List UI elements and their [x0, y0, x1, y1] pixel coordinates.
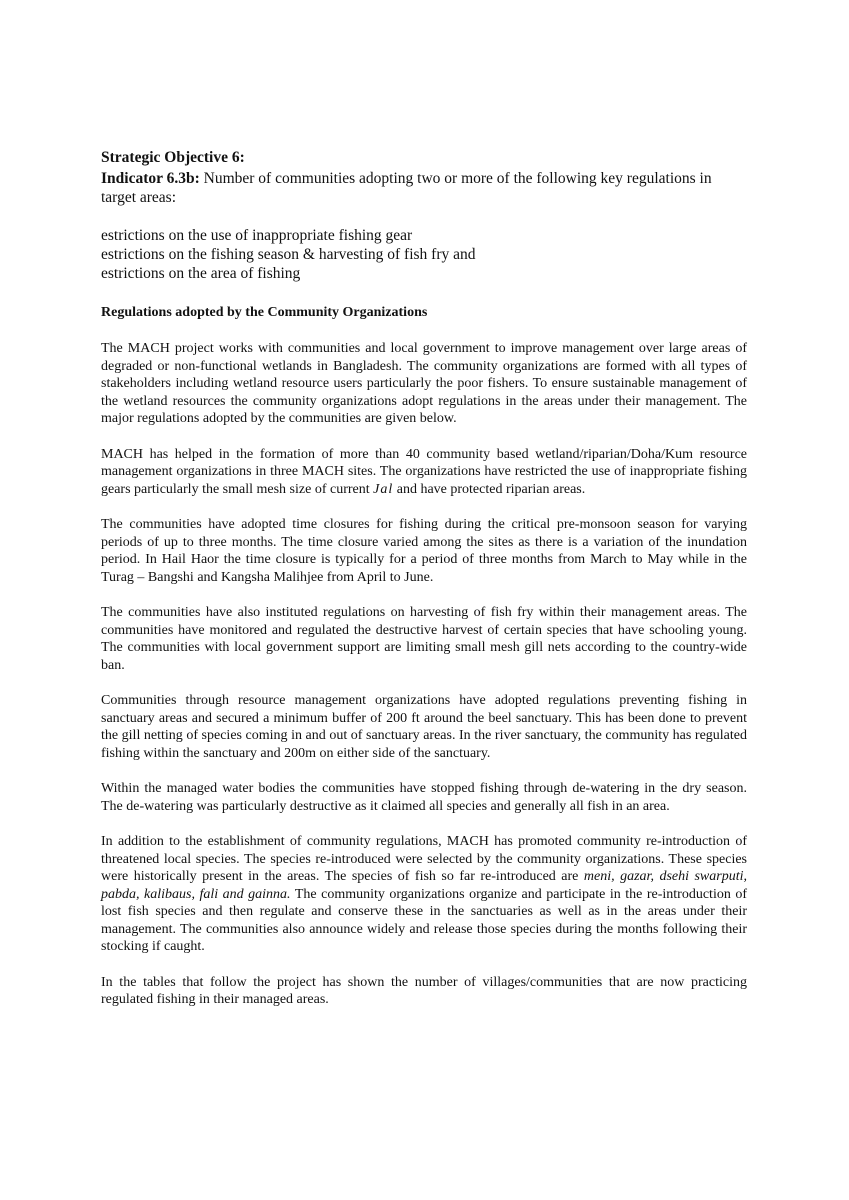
regulation-item: estrictions on the use of inappropriate fishing gear [101, 227, 413, 244]
indicator-label: Indicator 6.3b: [101, 170, 200, 187]
species-list: meni, gazar, dsehi swarputi, pabda, kalibaus, fali and gainna. [101, 869, 748, 902]
paragraph-reintroduction: In addition to the establishment of community regulations, MACH has promoted community re-introduction of threatened local species. The species re-introduced were selected by the community organizations. These species were historically present in the areas. The species of fish so far re-introduced are meni, gazar, dsehi swarputi, pabda, kalibaus, fali and gainna. The community organizations organize and participate in the re-introduction of lost fish species and then regulate and conserve these in the sanctuaries as well as in the areas under their management. The communities also announce widely and release those species during the months following their stocking if caught. [101, 834, 748, 954]
paragraph-organizations: MACH has helped in the formation of more than 40 community based wetland/riparian/Doha/Kum resource management organizations in three MACH sites. The organizations have restricted the use of inappropriate fishing gears particularly the small mesh size of current Jal and have protected riparian areas. [101, 446, 747, 497]
indicator-text: Number of communities adopting two or more of the following key regulations in target areas: [101, 170, 712, 206]
regulation-item: estrictions on the fishing season & harvesting of fish fry and [101, 246, 476, 263]
paragraph-sanctuary: Communities through resource management organizations have adopted regulations preventing fishing in sanctuary areas and secured a minimum buffer of 200 ft around the beel sanctuary. This has been done to prevent the gill netting of species coming in and out of sanctuary areas. In the river sanctuary, the community has regulated fishing within the sanctuary and 200m on either side of the sanctuary. [101, 693, 747, 761]
regulation-item: estrictions on the area of fishing [101, 265, 301, 282]
paragraph-intro: The MACH project works with communities and local government to improve management over large areas of degraded or non-functional wetlands in Bangladesh. The community organizations are formed with all types of stakeholders including wetland resource users particularly the poor fishers. To ensure sustainable management of the wetland resources the community organizations adopt regulations in the areas under their management. The major regulations adopted by the communities are given below. [101, 341, 747, 426]
section-heading: Regulations adopted by the Community Organizations [101, 305, 428, 320]
objective-title: Strategic Objective 6: [101, 149, 245, 166]
regulations-list [101, 226, 747, 283]
paragraph-tables-intro: In the tables that follow the project has shown the number of villages/communities that are now practicing regulated fishing in their managed areas. [101, 974, 747, 1007]
paragraph-time-closures: The communities have adopted time closures for fishing during the critical pre-monsoon season for varying periods of up to three months. The time closure varied among the sites as there is a variation of the inundation period. In Hail Haor the time closure is typically for a period of three months from March to May while in the Turag – Bangshi and Kangsha Malihjee from April to June. [101, 517, 747, 585]
document-page [101, 148, 747, 1009]
jal-term: Jal [373, 481, 394, 497]
indicator-line [101, 169, 747, 207]
paragraph-dewatering: Within the managed water bodies the communities have stopped fishing through de-watering in the dry season. The de-watering was particularly destructive as it claimed all species and generally all fish in an area. [101, 781, 747, 814]
paragraph-fish-fry: The communities have also instituted regulations on harvesting of fish fry within their management areas. The communities have monitored and regulated the destructive harvest of certain species that have schooling young. The communities with local government support are limiting small mesh gill nets according to the country-wide ban. [101, 605, 747, 673]
objective-heading [101, 148, 747, 168]
